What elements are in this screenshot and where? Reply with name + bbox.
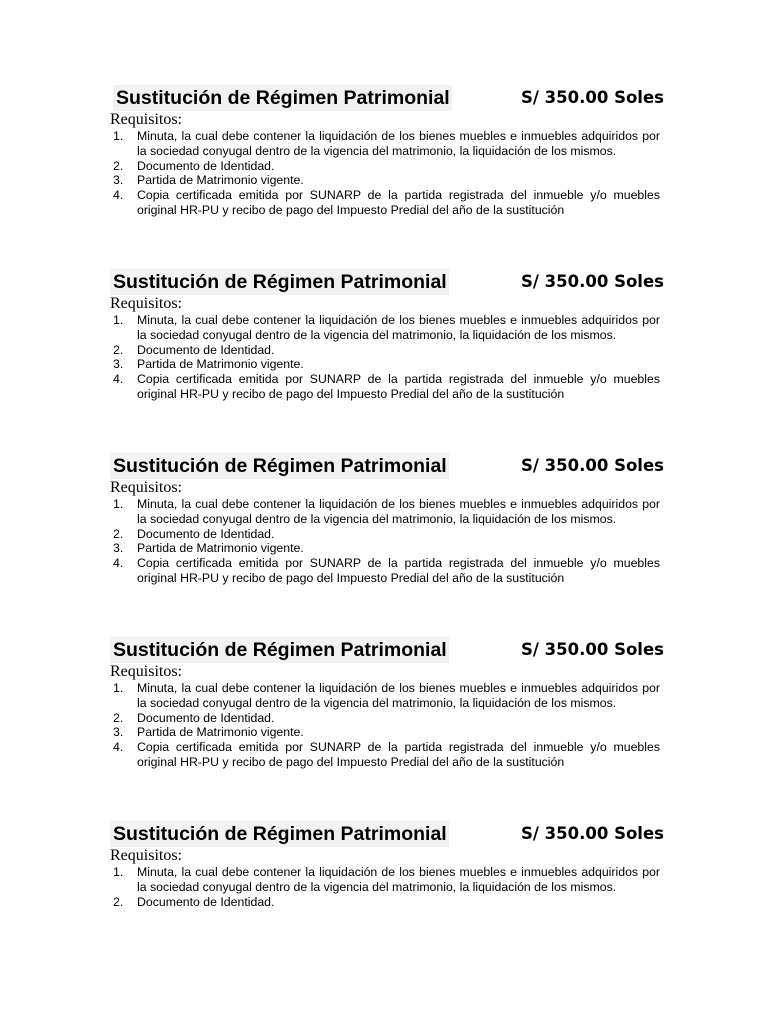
service-block bbox=[110, 637, 664, 770]
requisitos-label: Requisitos: bbox=[110, 111, 183, 128]
list-item bbox=[110, 681, 660, 711]
item-number: 4. bbox=[113, 740, 124, 755]
service-header bbox=[110, 453, 664, 479]
list-item bbox=[110, 541, 660, 556]
item-text: Partida de Matrimonio vigente. bbox=[137, 357, 304, 372]
item-text: Documento de Identidad. bbox=[137, 158, 275, 173]
service-price: S/ 350.00 Soles bbox=[521, 88, 664, 107]
list-item bbox=[110, 173, 660, 188]
service-header bbox=[110, 269, 664, 295]
item-text: Documento de Identidad. bbox=[137, 342, 275, 357]
item-text: Minuta, la cual debe contener la liquidación de los bienes muebles e inmuebles adquiridos por la sociedad conyugal dentro de la vigencia del matrimonio, la liquidación de los mismos. bbox=[137, 497, 660, 526]
item-number: 3. bbox=[113, 725, 124, 740]
service-title: Sustitución de Régimen Patrimonial bbox=[110, 453, 449, 479]
requirements-list bbox=[110, 313, 660, 402]
item-number: 1. bbox=[113, 497, 124, 511]
list-item bbox=[110, 740, 660, 770]
service-price: S/ 350.00 Soles bbox=[521, 456, 664, 475]
item-text: Partida de Matrimonio vigente. bbox=[137, 725, 304, 740]
requisitos-label: Requisitos: bbox=[110, 295, 183, 312]
service-title: Sustitución de Régimen Patrimonial bbox=[110, 821, 449, 847]
item-number: 2. bbox=[113, 894, 124, 909]
service-block bbox=[110, 453, 664, 586]
list-item bbox=[110, 497, 660, 527]
list-item bbox=[110, 527, 660, 542]
requisitos-label: Requisitos: bbox=[110, 847, 183, 864]
item-number: 2. bbox=[113, 342, 124, 357]
requirements-list bbox=[110, 129, 660, 218]
service-header bbox=[110, 85, 664, 111]
item-text: Minuta, la cual debe contener la liquidación de los bienes muebles e inmuebles adquiridos por la sociedad conyugal dentro de la vigencia del matrimonio, la liquidación de los mismos. bbox=[137, 681, 660, 710]
item-text: Copia certificada emitida por SUNARP de la partida registrada del inmueble y/o muebles original HR-PU y recibo de pago del Impuesto Predial del año de la sustitución bbox=[137, 740, 660, 769]
item-number: 4. bbox=[113, 556, 124, 571]
item-number: 1. bbox=[113, 681, 124, 695]
service-title: Sustitución de Régimen Patrimonial bbox=[110, 637, 449, 663]
requirements-list bbox=[110, 497, 660, 586]
service-price: S/ 350.00 Soles bbox=[521, 640, 664, 659]
service-title: Sustitución de Régimen Patrimonial bbox=[110, 269, 449, 295]
service-block bbox=[110, 85, 664, 218]
list-item bbox=[110, 372, 660, 402]
item-number: 4. bbox=[113, 188, 124, 203]
item-number: 2. bbox=[113, 526, 124, 541]
item-text: Minuta, la cual debe contener la liquidación de los bienes muebles e inmuebles adquiridos por la sociedad conyugal dentro de la vigencia del matrimonio, la liquidación de los mismos. bbox=[137, 129, 660, 158]
list-item bbox=[110, 556, 660, 586]
requisitos-label: Requisitos: bbox=[110, 479, 183, 496]
item-text: Minuta, la cual debe contener la liquidación de los bienes muebles e inmuebles adquiridos por la sociedad conyugal dentro de la vigencia del matrimonio, la liquidación de los mismos. bbox=[137, 865, 660, 894]
item-text: Copia certificada emitida por SUNARP de la partida registrada del inmueble y/o muebles original HR-PU y recibo de pago del Impuesto Predial del año de la sustitución bbox=[137, 188, 660, 217]
requirements-list bbox=[110, 865, 660, 909]
item-text: Documento de Identidad. bbox=[137, 710, 275, 725]
item-number: 1. bbox=[113, 865, 124, 879]
service-price: S/ 350.00 Soles bbox=[521, 272, 664, 291]
item-text: Minuta, la cual debe contener la liquidación de los bienes muebles e inmuebles adquiridos por la sociedad conyugal dentro de la vigencia del matrimonio, la liquidación de los mismos. bbox=[137, 313, 660, 342]
item-text: Copia certificada emitida por SUNARP de la partida registrada del inmueble y/o muebles original HR-PU y recibo de pago del Impuesto Predial del año de la sustitución bbox=[137, 556, 660, 585]
item-text: Documento de Identidad. bbox=[137, 894, 275, 909]
item-text: Partida de Matrimonio vigente. bbox=[137, 541, 304, 556]
service-header bbox=[110, 637, 664, 663]
service-title: Sustitución de Régimen Patrimonial bbox=[113, 85, 452, 111]
item-number: 3. bbox=[113, 173, 124, 188]
item-text: Documento de Identidad. bbox=[137, 526, 275, 541]
list-item bbox=[110, 357, 660, 372]
requisitos-label: Requisitos: bbox=[110, 663, 183, 680]
item-text: Copia certificada emitida por SUNARP de la partida registrada del inmueble y/o muebles original HR-PU y recibo de pago del Impuesto Predial del año de la sustitución bbox=[137, 372, 660, 401]
service-block bbox=[110, 821, 664, 909]
item-number: 3. bbox=[113, 357, 124, 372]
list-item bbox=[110, 159, 660, 174]
list-item bbox=[110, 725, 660, 740]
item-text: Partida de Matrimonio vigente. bbox=[137, 173, 304, 188]
list-item bbox=[110, 711, 660, 726]
list-item bbox=[110, 188, 660, 218]
service-header bbox=[110, 821, 664, 847]
requirements-list bbox=[110, 681, 660, 770]
service-block bbox=[110, 269, 664, 402]
item-number: 2. bbox=[113, 710, 124, 725]
item-number: 1. bbox=[113, 313, 124, 327]
item-number: 2. bbox=[113, 158, 124, 173]
item-number: 4. bbox=[113, 372, 124, 387]
list-item bbox=[110, 313, 660, 343]
list-item bbox=[110, 865, 660, 895]
item-number: 1. bbox=[113, 129, 124, 143]
service-price: S/ 350.00 Soles bbox=[521, 824, 664, 843]
list-item bbox=[110, 895, 660, 910]
list-item bbox=[110, 343, 660, 358]
list-item bbox=[110, 129, 660, 159]
item-number: 3. bbox=[113, 541, 124, 556]
